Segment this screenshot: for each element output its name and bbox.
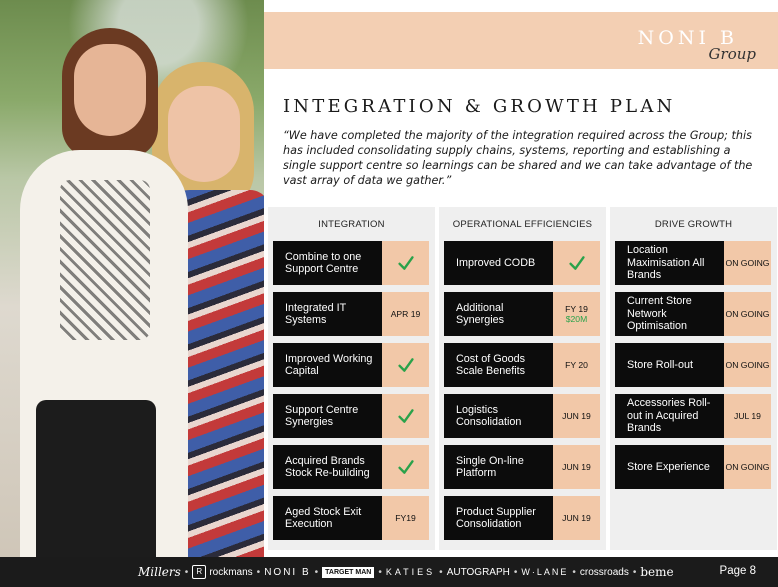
plan-item bbox=[273, 292, 429, 336]
plan-item-status bbox=[382, 394, 429, 438]
check-icon bbox=[398, 357, 414, 373]
plan-item bbox=[444, 496, 600, 540]
plan-item-label: Current Store Network Optimisation bbox=[615, 292, 724, 336]
header-band bbox=[264, 12, 778, 69]
plan-item-status bbox=[724, 394, 771, 438]
plan-item-status bbox=[382, 343, 429, 387]
status-text: APR 19 bbox=[390, 308, 421, 319]
status-text: JUN 19 bbox=[562, 461, 591, 472]
plan-item-label: Accessories Roll-out in Acquired Brands bbox=[615, 394, 724, 438]
status-text: FY19 bbox=[395, 512, 416, 523]
plan-item-status bbox=[553, 241, 600, 285]
brand-beme: beme bbox=[640, 565, 674, 579]
status-text: JUL 19 bbox=[734, 410, 761, 421]
plan-item-status bbox=[724, 292, 771, 336]
status-subtext: $20M bbox=[565, 314, 588, 324]
separator: • bbox=[378, 566, 382, 578]
plan-item-label: Combine to one Support Centre bbox=[273, 241, 382, 285]
status-text: JUN 19 bbox=[562, 410, 591, 421]
plan-item bbox=[273, 343, 429, 387]
plan-item bbox=[444, 343, 600, 387]
plan-item-label: Improved Working Capital bbox=[273, 343, 382, 387]
plan-item-status bbox=[724, 241, 771, 285]
plan-item-status bbox=[382, 496, 429, 540]
plan-item bbox=[444, 445, 600, 489]
plan-item-label: Store Experience bbox=[615, 445, 724, 489]
models-photo bbox=[0, 0, 264, 557]
plan-item-status bbox=[724, 445, 771, 489]
plan-item-label: Additional Synergies bbox=[444, 292, 553, 336]
plan-item bbox=[615, 445, 771, 489]
plan-item bbox=[273, 241, 429, 285]
model-left-pants bbox=[36, 400, 156, 557]
plan-item bbox=[273, 445, 429, 489]
model-right-face bbox=[168, 86, 240, 182]
check-icon bbox=[569, 255, 585, 271]
embroidery-pattern bbox=[60, 180, 150, 340]
status-text: JUN 19 bbox=[562, 512, 591, 523]
plan-item-status bbox=[382, 445, 429, 489]
plan-item-label: Cost of Goods Scale Benefits bbox=[444, 343, 553, 387]
plan-item-label: Location Maximisation All Brands bbox=[615, 241, 724, 285]
separator: • bbox=[513, 566, 518, 578]
footer-bar bbox=[0, 557, 778, 587]
model-left-face bbox=[74, 44, 146, 136]
status-text: ON GOING bbox=[725, 257, 770, 268]
column-heading: OPERATIONAL EFFICIENCIES bbox=[452, 218, 593, 230]
brand-target-man: TARGET MAN bbox=[322, 567, 374, 578]
brand-autograph: AUTOGRAPH bbox=[446, 566, 510, 578]
plan-item bbox=[273, 496, 429, 540]
page-title: INTEGRATION & GROWTH PLAN bbox=[283, 96, 676, 117]
brand-w-lane: W·LANE bbox=[521, 567, 569, 577]
plan-item-status bbox=[553, 445, 600, 489]
plan-item-status bbox=[553, 343, 600, 387]
separator: • bbox=[314, 566, 319, 578]
check-icon bbox=[398, 408, 414, 424]
status-text: FY 20 bbox=[565, 359, 588, 370]
plan-item bbox=[444, 292, 600, 336]
separator: • bbox=[632, 566, 637, 578]
status-text: ON GOING bbox=[725, 308, 770, 319]
separator: • bbox=[184, 566, 189, 578]
brand-rockmans: rockmans bbox=[209, 566, 253, 578]
plan-item-status bbox=[553, 292, 600, 336]
plan-item bbox=[615, 292, 771, 336]
brand-strip bbox=[138, 557, 678, 587]
plan-item-label: Store Roll-out bbox=[615, 343, 724, 387]
plan-item bbox=[615, 343, 771, 387]
plan-item-label: Acquired Brands Stock Re-building bbox=[273, 445, 382, 489]
plan-item-label: Support Centre Synergies bbox=[273, 394, 382, 438]
plan-item-status bbox=[382, 241, 429, 285]
plan-item bbox=[615, 394, 771, 438]
page-number: Page 8 bbox=[719, 565, 756, 577]
column-heading: INTEGRATION bbox=[318, 218, 385, 230]
check-icon bbox=[398, 459, 414, 475]
brand-noni-b: NONI B bbox=[264, 566, 311, 578]
brand-crossroads: crossroads bbox=[579, 566, 629, 578]
status-text: ON GOING bbox=[725, 461, 770, 472]
status-text: ON GOING bbox=[725, 359, 770, 370]
separator: • bbox=[256, 566, 261, 578]
intro-quote: “We have completed the majority of the integration required across the Group; this has included consolidating supply chains, systems, reporting and establishing a single support centre so learnings can be shared and we can take advantage of the vast array of data we gather.” bbox=[283, 129, 753, 187]
plan-item bbox=[444, 241, 600, 285]
plan-item bbox=[615, 241, 771, 285]
plan-item-label: Single On-line Platform bbox=[444, 445, 553, 489]
rockmans-mark-icon: R bbox=[192, 565, 206, 579]
brand-millers: Millers bbox=[138, 565, 181, 579]
plan-item-status bbox=[724, 343, 771, 387]
plan-item-status bbox=[382, 292, 429, 336]
column-integration bbox=[268, 207, 435, 550]
plan-item-label: Integrated IT Systems bbox=[273, 292, 382, 336]
plan-item bbox=[273, 394, 429, 438]
plan-item-label: Logistics Consolidation bbox=[444, 394, 553, 438]
column-heading: DRIVE GROWTH bbox=[654, 218, 733, 230]
logo-wordmark: NONI B bbox=[637, 27, 738, 49]
brand-katies: KATIES bbox=[385, 567, 436, 577]
status-text: FY 19 bbox=[565, 303, 588, 314]
column-operational-efficiencies bbox=[439, 207, 606, 550]
separator: • bbox=[439, 566, 443, 578]
plan-item-label: Product Supplier Consolidation bbox=[444, 496, 553, 540]
plan-item bbox=[444, 394, 600, 438]
check-icon bbox=[398, 255, 414, 271]
column-drive-growth bbox=[610, 207, 777, 550]
plan-item-label: Improved CODB bbox=[444, 241, 553, 285]
plan-item-status bbox=[553, 496, 600, 540]
plan-item-label: Aged Stock Exit Execution bbox=[273, 496, 382, 540]
logo-script: Group bbox=[708, 45, 756, 63]
separator: • bbox=[572, 566, 576, 578]
plan-item-status bbox=[553, 394, 600, 438]
